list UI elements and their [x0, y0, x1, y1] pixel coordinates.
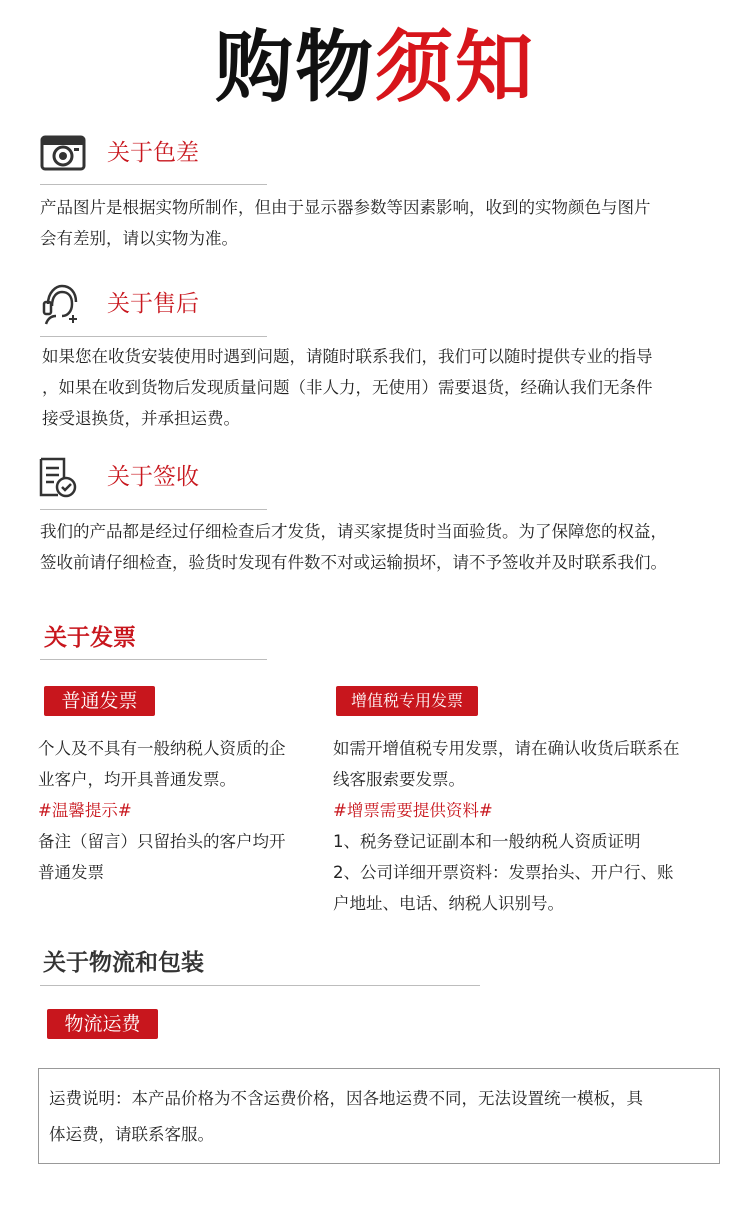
- vat-invoice-note: 户地址、电话、纳税人识别号。: [333, 894, 564, 913]
- color-diff-text: [40, 192, 730, 254]
- color-diff-line: 产品图片是根据实物所制作，但由于显示器参数等因素影响，收到的实物颜色与图片: [40, 198, 651, 217]
- signing-heading: 关于签收: [107, 464, 199, 490]
- document-check-icon: [38, 456, 78, 498]
- color-diff-divider: [40, 184, 267, 185]
- after-sales-line: ，如果在收到货物后发现质量问题（非人力，无使用）需要退货，经确认我们无条件: [42, 378, 653, 397]
- logistics-note-box: [38, 1068, 720, 1164]
- headset-icon: [40, 282, 84, 326]
- logistics-divider: [40, 985, 480, 986]
- signing-text: [40, 516, 740, 578]
- after-sales-text: [42, 341, 732, 434]
- after-sales-divider: [40, 336, 267, 337]
- logistics-text: [49, 1081, 714, 1153]
- normal-invoice-line: 业客户，均开具普通发票。: [38, 770, 236, 789]
- normal-invoice-note: 普通发票: [38, 863, 104, 882]
- normal-invoice-line: 个人及不具有一般纳税人资质的企: [38, 739, 286, 758]
- color-diff-line: 会有差别，请以实物为准。: [40, 229, 238, 248]
- vat-invoice-line: 线客服索要发票。: [333, 770, 465, 789]
- after-sales-line: 接受退换货，并承担运费。: [42, 409, 240, 428]
- page-title: [0, 18, 750, 118]
- page-title-red: 须知: [375, 23, 536, 113]
- vat-invoice-text: [333, 733, 733, 919]
- normal-invoice-note: 备注（留言）只留抬头的客户均开: [38, 832, 286, 851]
- normal-invoice-tag: 普通发票: [44, 686, 155, 716]
- vat-invoice-line: 如需开增值税专用发票，请在确认收货后联系在: [333, 739, 680, 758]
- color-diff-heading: 关于色差: [107, 140, 199, 166]
- camera-icon: [40, 133, 86, 171]
- signing-line: 我们的产品都是经过仔细检查后才发货，请买家提货时当面验货。为了保障您的权益，: [40, 522, 667, 541]
- normal-invoice-hint: #温馨提示#: [38, 801, 132, 820]
- vat-invoice-note: 1、税务登记证副本和一般纳税人资质证明: [333, 832, 641, 851]
- signing-divider: [40, 509, 267, 510]
- after-sales-heading: 关于售后: [107, 291, 199, 317]
- logistics-line: 体运费，请联系客服。: [49, 1125, 214, 1144]
- invoice-heading: 关于发票: [44, 625, 136, 651]
- invoice-divider: [40, 659, 267, 660]
- page-title-black: 购物: [214, 23, 375, 113]
- logistics-heading: 关于物流和包装: [43, 950, 204, 976]
- vat-invoice-hint: #增票需要提供资料#: [333, 801, 493, 820]
- vat-invoice-note: 2、公司详细开票资料：发票抬头、开户行、账: [333, 863, 674, 882]
- logistics-tag: 物流运费: [47, 1009, 158, 1039]
- signing-line: 签收前请仔细检查，验货时发现有件数不对或运输损坏，请不予签收并及时联系我们。: [40, 553, 667, 572]
- vat-invoice-tag: 增值税专用发票: [336, 686, 478, 716]
- normal-invoice-text: [38, 733, 323, 888]
- logistics-line: 运费说明：本产品价格为不含运费价格，因各地运费不同，无法设置统一模板，具: [49, 1089, 643, 1108]
- after-sales-line: 如果您在收货安装使用时遇到问题，请随时联系我们，我们可以随时提供专业的指导: [42, 347, 653, 366]
